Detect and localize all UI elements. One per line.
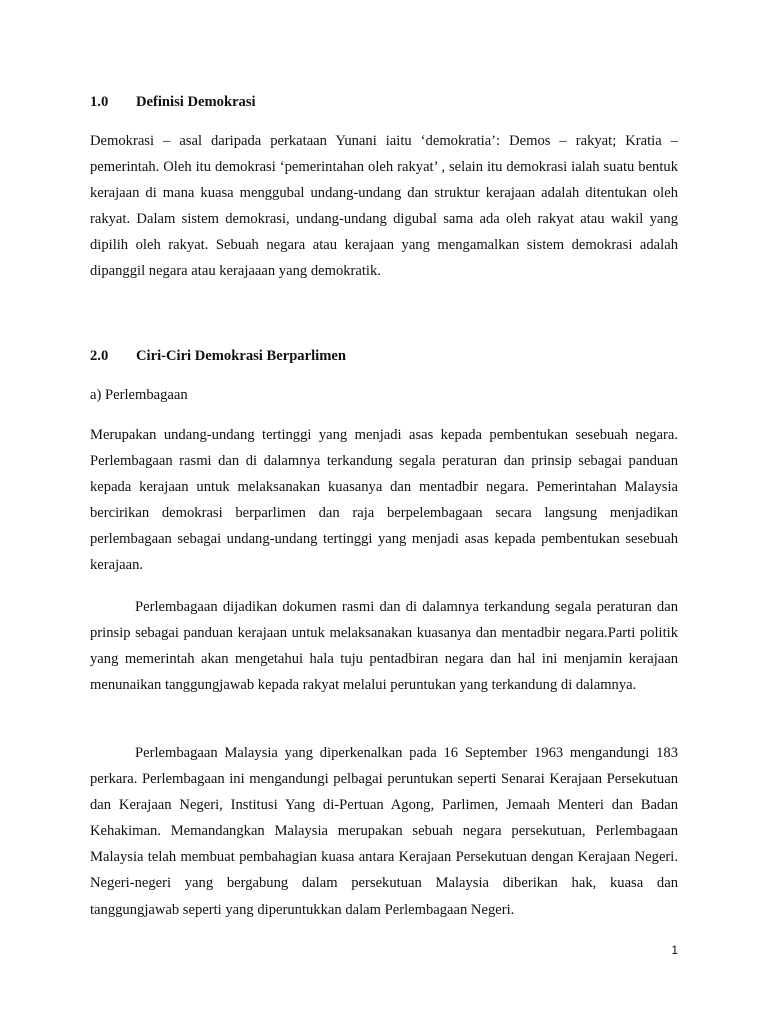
section-1-paragraph: Demokrasi – asal daripada perkataan Yunani iaitu ‘demokratia’: Demos – rakyat; Kratia – pemerintah. Oleh itu demokrasi ‘pemerintahan oleh rakyat’ , selain itu demokrasi ialah suatu bentuk kerajaan di mana kuasa menggubal undang-undang dan struktur kerajaan adalah ditentukan oleh rakyat. Dalam sistem demokrasi, undang-undang digubal sama ada oleh rakyat atau wakil yang dipilih oleh rakyat. Sebuah negara atau kerajaan yang mengamalkan sistem demokrasi adalah dipanggil negara atau kerajaaan yang demokratik. — [90, 133, 678, 280]
paragraph-1: Merupakan undang-undang tertinggi yang menjadi asas kepada pembentukan sesebuah negara. Perlembagaan rasmi dan di dalamnya terkandung segala peraturan dan prinsip sebagai panduan kepada kerajaan untuk melaksanakan kuasanya dan mentadbir negara. Pemerintahan Malaysia bercirikan demokrasi berparlimen dan raja berpelembagaan secara langsung menjadikan perlembagaan sebagai undang-undang tertinggi yang menjadi asas kepada pembentukan sesebuah kerajaan. — [90, 427, 678, 574]
section-2-number: 2.0 — [90, 348, 109, 364]
section-2-title: Ciri-Ciri Demokrasi Berparlimen — [136, 348, 346, 364]
section-1-heading — [90, 92, 256, 112]
section-2-heading — [90, 346, 346, 366]
page-number: 1 — [671, 943, 678, 957]
paragraph-3: Perlembagaan Malaysia yang diperkenalkan pada 16 September 1963 mengandungi 183 perkara. Perlembagaan ini mengandungi pelbagai peruntukan seperti Senarai Kerajaan Persekutuan dan Kerajaan Negeri, Institusi Yang di-Pertuan Agong, Parlimen, Jemaah Menteri dan Badan Kehakiman. Memandangkan Malaysia merupakan sebuah negara persekutuan, Perlembagaan Malaysia telah membuat pembahagian kuasa antara Kerajaan Persekutuan dengan Kerajaan Negeri. Negeri-negeri yang bergabung dalam persekutuan Malaysia diberikan hak, kuasa dan tanggungjawab seperti yang diperuntukkan dalam Perlembagaan Negeri. — [90, 745, 678, 918]
section-1-title: Definisi Demokrasi — [136, 94, 256, 110]
section-1-number: 1.0 — [90, 94, 109, 110]
paragraph-2: Perlembagaan dijadikan dokumen rasmi dan di dalamnya terkandung segala peraturan dan prinsip sebagai panduan kerajaan untuk melaksanakan kuasanya dan mentadbir negara.Parti politik yang memerintah akan mengetahui hala tuju pentadbiran negara dan hal ini menjamin kerajaan menunaikan tanggungjawab kepada rakyat melalui peruntukan yang terkandung di dalamnya. — [90, 599, 678, 694]
subheading-perlembagaan: a) Perlembagaan — [90, 387, 188, 403]
